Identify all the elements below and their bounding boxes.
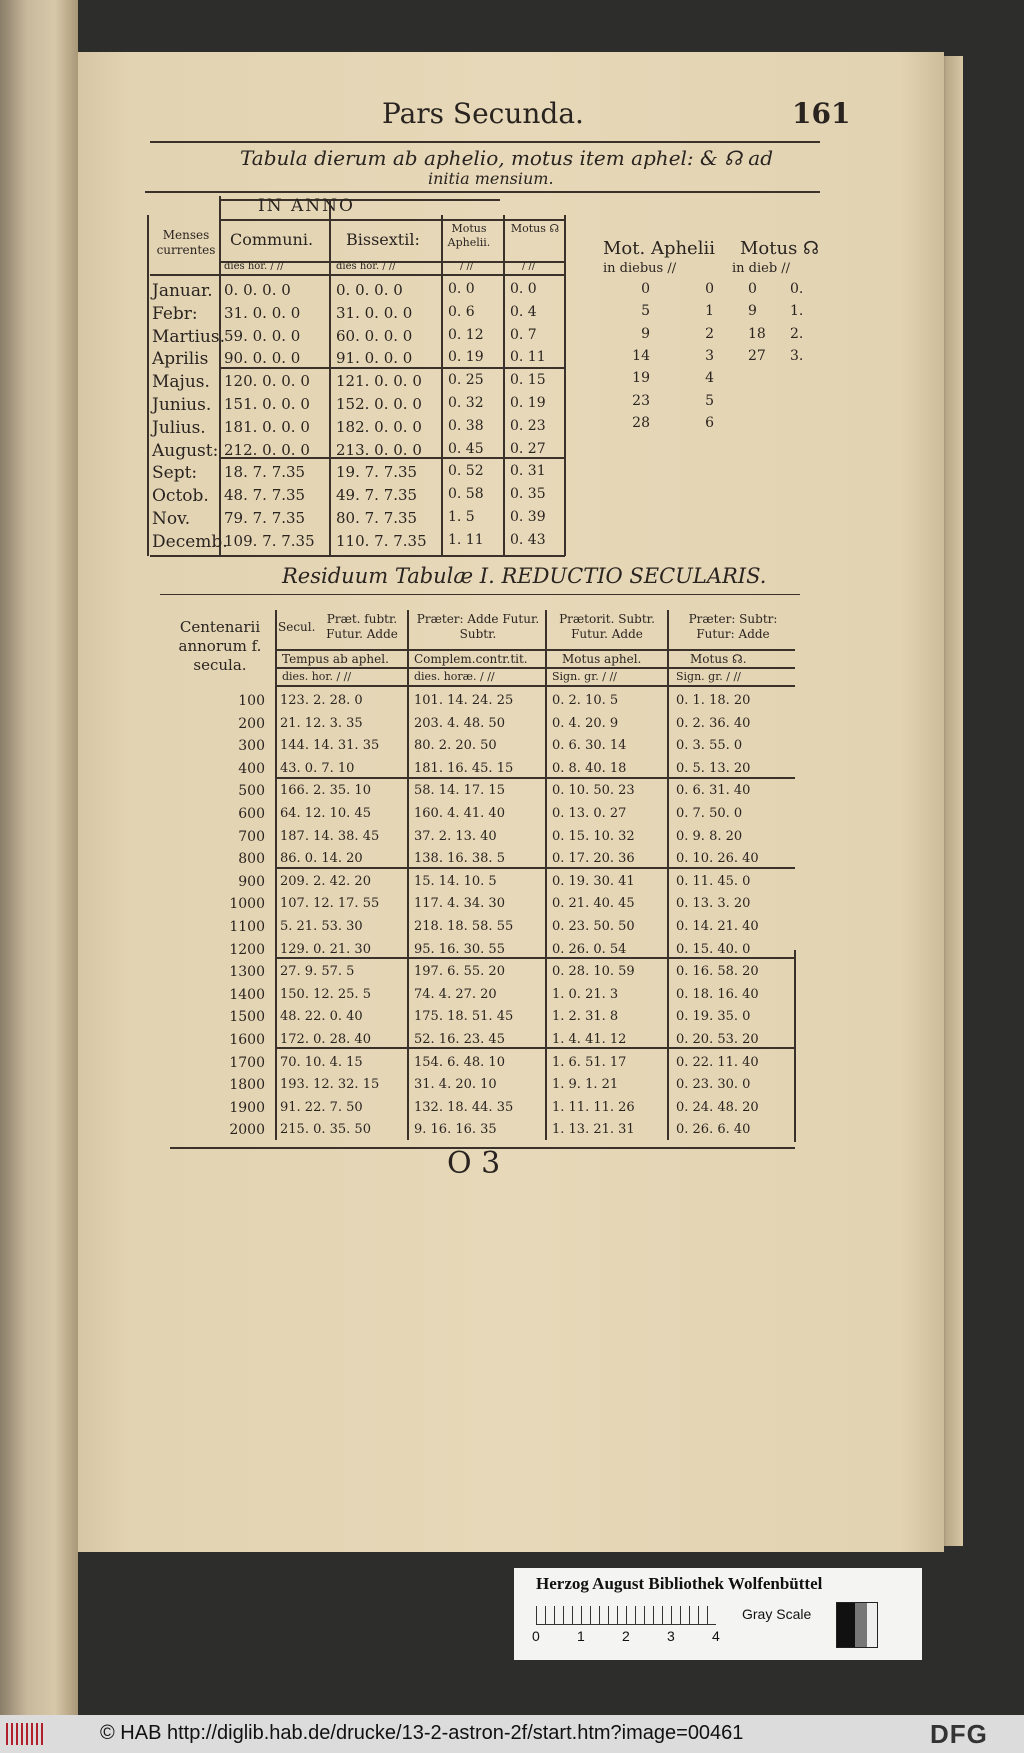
header-menses: Menses currentes — [156, 228, 216, 257]
tempus-cell: 91. 22. 7. 50 — [280, 1099, 363, 1115]
barcode-icon — [6, 1723, 44, 1745]
header-col4-top: Præter: Subtr: Futur: Adde — [688, 612, 778, 641]
tempus-cell: 86. 0. 14. 20 — [280, 851, 363, 867]
side-aphelii-cell: 0 — [641, 281, 650, 297]
header-bissextil: Bissextil: — [346, 230, 420, 249]
bissextil-cell: 0. 0. 0. 0 — [336, 281, 403, 299]
ruler-tick-label: 2 — [622, 1628, 630, 1644]
communi-cell: 212. 0. 0. 0 — [224, 440, 310, 459]
complem-cell: 197. 6. 55. 20 — [414, 964, 505, 980]
side-aphelii-cell: 4 — [705, 370, 714, 387]
bissextil-cell: 80. 7. 7.35 — [336, 509, 418, 527]
aphelii-cell: 0. 19 — [448, 349, 484, 366]
complem-cell: 31. 4. 20. 10 — [414, 1077, 497, 1093]
month-cell: August: — [152, 440, 219, 461]
complem-cell: 160. 4. 41. 40 — [414, 806, 505, 821]
motus-aphel-cell: 0. 10. 50. 23 — [552, 783, 635, 799]
header-col4-units: Sign. gr. / // — [676, 670, 741, 683]
secula-cell: 1500 — [229, 1009, 265, 1026]
bissextil-cell: 49. 7. 7.35 — [336, 486, 418, 505]
motus-aphel-cell: 0. 26. 0. 54 — [552, 941, 627, 957]
secula-cell: 1700 — [229, 1054, 265, 1071]
secula-cell: 500 — [238, 783, 265, 800]
bissextil-cell: 121. 0. 0. 0 — [336, 372, 422, 391]
motus-node-cell: 0. 9. 8. 20 — [676, 828, 743, 844]
dfg-logo: DFG — [930, 1719, 988, 1749]
gray-scale-card — [514, 1568, 922, 1660]
complem-cell: 175. 18. 51. 45 — [414, 1009, 514, 1025]
side-node-cell: 18 — [748, 325, 766, 342]
anno-header: IN ANNO — [258, 196, 355, 216]
ruler-tick-label: 3 — [667, 1628, 675, 1644]
tempus-cell: 5. 21. 53. 30 — [280, 919, 363, 934]
side-node-cell: 27 — [748, 347, 766, 364]
node-cell: 0. 0 — [510, 281, 537, 297]
tempus-cell: 209. 2. 42. 20 — [280, 873, 371, 889]
motus-node-cell: 0. 24. 48. 20 — [676, 1099, 759, 1115]
header-col1-top: Præt. fubtr. Futur. Adde — [326, 612, 398, 641]
node-cell: 0. 39 — [510, 509, 546, 525]
complem-cell: 154. 6. 48. 10 — [414, 1054, 505, 1070]
header-secul: Secul. — [278, 620, 316, 634]
side-node-cell: 0. — [790, 281, 804, 297]
motus-aphel-cell: 1. 6. 51. 17 — [552, 1054, 627, 1070]
aphelii-cell: 0. 38 — [448, 417, 484, 434]
header-communi: Communi. — [230, 230, 314, 249]
communi-cell: 79. 7. 7.35 — [224, 509, 306, 527]
tempus-cell: 43. 0. 7. 10 — [280, 760, 355, 776]
motus-node-cell: 0. 11. 45. 0 — [676, 873, 751, 889]
tempus-cell: 172. 0. 28. 40 — [280, 1032, 371, 1047]
sub-communi: dies hor. / // — [224, 261, 284, 272]
header-col3-sub: Motus aphel. — [562, 652, 642, 666]
month-cell: Julius. — [152, 417, 206, 438]
motus-node-cell: 0. 15. 40. 0 — [676, 941, 751, 957]
complem-cell: 58. 14. 17. 15 — [414, 783, 505, 799]
tempus-cell: 215. 0. 35. 50 — [280, 1122, 371, 1138]
complem-cell: 132. 18. 44. 35 — [414, 1099, 514, 1115]
footer-bar — [0, 1715, 1024, 1753]
motus-node-cell: 0. 6. 31. 40 — [676, 783, 751, 799]
gray-scale-label: Gray Scale — [742, 1606, 812, 1622]
motus-node-cell: 0. 18. 16. 40 — [676, 986, 759, 1002]
motus-node-cell: 0. 19. 35. 0 — [676, 1009, 751, 1025]
tempus-cell: 64. 12. 10. 45 — [280, 806, 371, 821]
secula-cell: 600 — [238, 806, 265, 822]
secula-cell: 700 — [238, 828, 265, 845]
motus-aphel-cell: 0. 4. 20. 9 — [552, 715, 619, 731]
secula-cell: 1000 — [229, 896, 265, 913]
sub-bissextil: dies hor. / // — [336, 261, 396, 272]
motus-node-cell: 0. 5. 13. 20 — [676, 760, 751, 776]
tempus-cell: 21. 12. 3. 35 — [280, 715, 363, 731]
page-number: 161 — [792, 97, 851, 130]
motus-node-cell: 0. 1. 18. 20 — [676, 693, 751, 708]
motus-node-cell: 0. 23. 30. 0 — [676, 1077, 751, 1093]
node-cell: 0. 15 — [510, 372, 546, 389]
motus-node-cell: 0. 13. 3. 20 — [676, 896, 751, 912]
complem-cell: 218. 18. 58. 55 — [414, 919, 514, 934]
complem-cell: 80. 2. 20. 50 — [414, 738, 497, 754]
motus-aphel-cell: 1. 11. 11. 26 — [552, 1099, 635, 1115]
motus-node-cell: 0. 22. 11. 40 — [676, 1054, 759, 1070]
side-aphelii-cell: 2 — [705, 325, 714, 342]
aphelii-cell: 0. 32 — [448, 395, 484, 411]
aphelii-cell: 0. 6 — [448, 303, 475, 320]
secula-cell: 900 — [238, 873, 265, 890]
month-cell: Febr: — [152, 303, 198, 324]
month-cell: Januar. — [152, 281, 213, 301]
side-aphelii-cell: 23 — [632, 392, 650, 409]
motus-aphel-cell: 0. 13. 0. 27 — [552, 806, 627, 821]
side-aphelii-cell: 0 — [705, 281, 714, 297]
side-aphelii-cell: 14 — [632, 347, 650, 364]
complem-cell: 203. 4. 48. 50 — [414, 715, 505, 731]
motus-aphel-cell: 1. 0. 21. 3 — [552, 986, 619, 1002]
complem-cell: 74. 4. 27. 20 — [414, 986, 497, 1002]
gray-swatch — [836, 1602, 878, 1648]
complem-cell: 138. 16. 38. 5 — [414, 851, 505, 867]
motus-aphel-cell: 0. 23. 50. 50 — [552, 919, 635, 934]
header-centenarii: Centenarii annorum f. secula. — [178, 618, 262, 674]
month-cell: Junius. — [152, 395, 212, 415]
tempus-cell: 129. 0. 21. 30 — [280, 941, 371, 957]
side-aphelii-cell: 5 — [705, 392, 714, 409]
month-cell: Sept: — [152, 463, 198, 484]
node-cell: 0. 7 — [510, 326, 537, 343]
aphelii-cell: 0. 52 — [448, 463, 484, 480]
tempus-cell: 144. 14. 31. 35 — [280, 738, 380, 754]
header-col2-sub: Complem.contr.tit. — [414, 652, 528, 666]
tempus-cell: 166. 2. 35. 10 — [280, 783, 371, 799]
bissextil-cell: 182. 0. 0. 0 — [336, 417, 422, 436]
communi-cell: 90. 0. 0. 0 — [224, 349, 301, 368]
complem-cell: 15. 14. 10. 5 — [414, 873, 497, 889]
ruler — [536, 1606, 716, 1625]
header-col1-sub: Tempus ab aphel. — [282, 652, 389, 666]
motus-node-cell: 0. 7. 50. 0 — [676, 806, 743, 821]
bissextil-cell: 60. 0. 0. 0 — [336, 326, 413, 345]
side-aphelii-cell: 5 — [641, 303, 650, 320]
bissextil-cell: 19. 7. 7.35 — [336, 463, 418, 482]
side-node-sub: in dieb // — [732, 261, 791, 276]
node-cell: 0. 19 — [510, 395, 546, 411]
side-aphelii-cell: 3 — [705, 347, 714, 364]
header-col3-units: Sign. gr. / // — [552, 670, 617, 683]
library-name: Herzog August Bibliothek Wolfenbüttel — [536, 1574, 823, 1593]
side-aphelii-sub: in diebus // — [603, 261, 677, 276]
node-cell: 0. 31 — [510, 463, 546, 480]
secula-cell: 2000 — [229, 1122, 265, 1139]
motus-aphel-cell: 0. 6. 30. 14 — [552, 738, 627, 754]
secula-cell: 800 — [238, 851, 265, 868]
side-node-cell: 9 — [748, 303, 757, 320]
secula-cell: 1800 — [229, 1077, 265, 1094]
side-node-cell: 3. — [790, 347, 804, 364]
motus-aphel-cell: 1. 2. 31. 8 — [552, 1009, 619, 1025]
header-col4-sub: Motus ☊. — [690, 652, 747, 666]
tabula-title-line1: Tabula dierum ab aphelio, motus item aphel: & ☊ ad — [240, 146, 774, 170]
ruler-tick-label: 4 — [712, 1628, 720, 1644]
aphelii-cell: 1. 5 — [448, 509, 475, 525]
side-aphelii-cell: 6 — [705, 414, 714, 431]
bissextil-cell: 152. 0. 0. 0 — [336, 395, 422, 413]
communi-cell: 18. 7. 7.35 — [224, 463, 306, 482]
motus-aphel-cell: 1. 9. 1. 21 — [552, 1077, 619, 1093]
node-cell: 0. 43 — [510, 531, 546, 548]
month-cell: Aprilis — [152, 349, 209, 370]
communi-cell: 31. 0. 0. 0 — [224, 303, 301, 322]
complem-cell: 95. 16. 30. 55 — [414, 941, 505, 957]
communi-cell: 120. 0. 0. 0 — [224, 372, 310, 391]
secula-cell: 1200 — [229, 941, 265, 958]
tempus-cell: 107. 12. 17. 55 — [280, 896, 380, 912]
secula-cell: 300 — [238, 738, 265, 755]
complem-cell: 37. 2. 13. 40 — [414, 828, 497, 844]
header-motus-node: Motus ☊ — [510, 222, 560, 235]
ruler-tick-label: 0 — [532, 1628, 540, 1644]
complem-cell: 101. 14. 24. 25 — [414, 693, 514, 708]
tempus-cell: 70. 10. 4. 15 — [280, 1054, 363, 1070]
bissextil-cell: 213. 0. 0. 0 — [336, 440, 422, 459]
month-cell: Decemb. — [152, 531, 228, 552]
aphelii-cell: 1. 11 — [448, 531, 484, 548]
motus-aphel-cell: 0. 21. 40. 45 — [552, 896, 635, 912]
tempus-cell: 150. 12. 25. 5 — [280, 986, 371, 1002]
tempus-cell: 187. 14. 38. 45 — [280, 828, 380, 844]
side-aphelii-cell: 19 — [632, 370, 650, 387]
secula-cell: 1900 — [229, 1099, 265, 1116]
aphelii-cell: 0. 45 — [448, 440, 484, 457]
bissextil-cell: 110. 7. 7.35 — [336, 531, 427, 550]
motus-aphel-cell: 0. 15. 10. 32 — [552, 828, 635, 844]
complem-cell: 117. 4. 34. 30 — [414, 896, 505, 912]
tempus-cell: 123. 2. 28. 0 — [280, 693, 363, 708]
side-aphelii-cell: 1 — [705, 303, 714, 320]
footer-url[interactable]: © HAB http://diglib.hab.de/drucke/13-2-astron-2f/start.htm?image=00461 — [100, 1722, 744, 1744]
secula-cell: 1600 — [229, 1032, 265, 1048]
side-node-title: Motus ☊ — [740, 238, 820, 259]
motus-node-cell: 0. 3. 55. 0 — [676, 738, 743, 754]
motus-node-cell: 0. 14. 21. 40 — [676, 919, 759, 934]
side-aphelii-cell: 9 — [641, 325, 650, 342]
complem-cell: 181. 16. 45. 15 — [414, 760, 514, 776]
motus-aphel-cell: 0. 8. 40. 18 — [552, 760, 627, 776]
side-node-cell: 0 — [748, 281, 757, 297]
secula-cell: 200 — [238, 715, 265, 732]
header-col1-units: dies. hor. / // — [282, 670, 352, 683]
bissextil-cell: 31. 0. 0. 0 — [336, 303, 413, 322]
secula-cell: 100 — [238, 693, 265, 709]
motus-node-cell: 0. 26. 6. 40 — [676, 1122, 751, 1138]
secula-cell: 1300 — [229, 964, 265, 981]
tempus-cell: 27. 9. 57. 5 — [280, 964, 355, 980]
communi-cell: 0. 0. 0. 0 — [224, 281, 291, 299]
motus-aphel-cell: 0. 2. 10. 5 — [552, 693, 619, 708]
aphelii-cell: 0. 58 — [448, 486, 484, 503]
tempus-cell: 48. 22. 0. 40 — [280, 1009, 363, 1025]
complem-cell: 52. 16. 23. 45 — [414, 1032, 505, 1047]
header-motus-aphelii: Motus Aphelii. — [447, 222, 491, 249]
tempus-cell: 193. 12. 32. 15 — [280, 1077, 380, 1093]
communi-cell: 151. 0. 0. 0 — [224, 395, 310, 413]
node-cell: 0. 4 — [510, 303, 537, 320]
side-node-cell: 1. — [790, 303, 804, 320]
header-col3-top: Prætorit. Subtr. Futur. Adde — [559, 612, 655, 641]
side-aphelii-cell: 28 — [632, 414, 650, 431]
motus-aphel-cell: 0. 19. 30. 41 — [552, 873, 635, 889]
side-node-cell: 2. — [790, 325, 804, 342]
tabula-title-line2: initia mensium. — [428, 169, 554, 188]
signature-mark: O 3 — [447, 1146, 501, 1181]
residuum-title: Residuum Tabulæ I. REDUCTIO SECULARIS. — [282, 564, 767, 588]
header-col2-units: dies. horæ. / // — [414, 670, 495, 683]
communi-cell: 48. 7. 7.35 — [224, 486, 306, 505]
secula-cell: 1400 — [229, 986, 265, 1003]
aphelii-cell: 0. 12 — [448, 326, 484, 343]
motus-node-cell: 0. 20. 53. 20 — [676, 1032, 759, 1047]
communi-cell: 109. 7. 7.35 — [224, 531, 315, 550]
communi-cell: 181. 0. 0. 0 — [224, 417, 310, 436]
motus-node-cell: 0. 16. 58. 20 — [676, 964, 759, 980]
side-aphelii-title: Mot. Aphelii — [603, 238, 715, 259]
node-cell: 0. 11 — [510, 349, 546, 366]
communi-cell: 59. 0. 0. 0 — [224, 326, 301, 345]
node-cell: 0. 35 — [510, 486, 546, 503]
motus-aphel-cell: 0. 17. 20. 36 — [552, 851, 635, 867]
node-cell: 0. 23 — [510, 417, 546, 434]
month-cell: Majus. — [152, 372, 210, 393]
node-cell: 0. 27 — [510, 440, 546, 457]
aphelii-cell: 0. 0 — [448, 281, 475, 297]
motus-aphel-cell: 1. 4. 41. 12 — [552, 1032, 627, 1047]
motus-node-cell: 0. 2. 36. 40 — [676, 715, 751, 731]
sub-aphelii: / // — [460, 261, 474, 272]
month-cell: Octob. — [152, 486, 209, 507]
header-col2-top: Præter: Adde Futur. Subtr. — [416, 612, 540, 641]
month-cell: Nov. — [152, 509, 191, 529]
sub-node: / // — [522, 261, 536, 272]
motus-node-cell: 0. 10. 26. 40 — [676, 851, 759, 867]
motus-aphel-cell: 1. 13. 21. 31 — [552, 1122, 635, 1138]
aphelii-cell: 0. 25 — [448, 372, 484, 389]
month-cell: Martius. — [152, 326, 226, 347]
bissextil-cell: 91. 0. 0. 0 — [336, 349, 413, 368]
secula-cell: 1100 — [229, 919, 265, 935]
complem-cell: 9. 16. 16. 35 — [414, 1122, 497, 1138]
running-title: Pars Secunda. — [382, 97, 584, 130]
motus-aphel-cell: 0. 28. 10. 59 — [552, 964, 635, 980]
ruler-tick-label: 1 — [577, 1628, 585, 1644]
secula-cell: 400 — [238, 760, 265, 777]
